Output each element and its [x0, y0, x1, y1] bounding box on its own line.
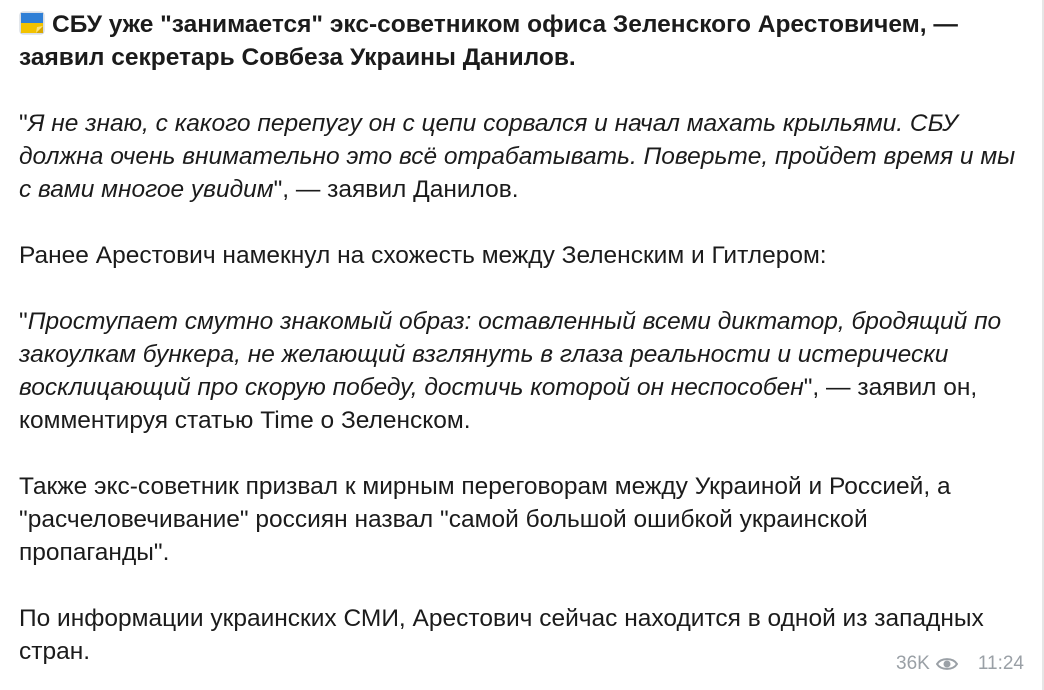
- views-count: 36K: [896, 653, 930, 674]
- message-time: 11:24: [977, 653, 1024, 674]
- arestovich-hint-paragraph: Ранее Арестович намекнул на схожесть между Зеленским и Гитлером:: [19, 242, 827, 269]
- danilov-quote-attribution: ", — заявил Данилов.: [273, 176, 519, 203]
- peace-talks-paragraph: Также экс-советник призвал к мирным переговорам между Украиной и Россией, а "расчеловечивание" россиян назвал "самой большой ошибкой украинской пропаганды".: [19, 473, 951, 566]
- arestovich-quote-paragraph: [19, 305, 1024, 437]
- message-meta: [896, 647, 1024, 680]
- danilov-quote: Я не знаю, с какого перепугу он с цепи сорвался и начал махать крыльями. СБУ должна очень внимательно это всё отрабатывать. Поверьте, пройдет время и мы с вами многое увидим: [19, 110, 1016, 203]
- eye-icon: [936, 656, 958, 672]
- open-quote-mark: ": [19, 308, 28, 335]
- headline-text: СБУ уже "занимается" экс-советником офиса Зеленского Арестовичем, — заявил секретарь Совбеза Украины Данилов.: [19, 11, 958, 71]
- message-headline: [19, 8, 1024, 74]
- arestovich-quote: Проступает смутно знакомый образ: оставленный всеми диктатор, бродящий по закоулкам бункера, не желающий взглянуть в глаза реальности и истерически восклицающий про скорую победу, достичь которой он неспособен: [19, 308, 1002, 401]
- danilov-quote-paragraph: [19, 107, 1024, 206]
- ukraine-flag-memo-icon: [19, 10, 46, 36]
- open-quote-mark: ": [19, 110, 28, 137]
- location-paragraph: По информации украинских СМИ, Арестович сейчас находится в одной из западных стран.: [19, 605, 984, 665]
- arestovich-quote-attribution: ", — заявил он, комментируя статью Time о Зеленском.: [19, 374, 978, 434]
